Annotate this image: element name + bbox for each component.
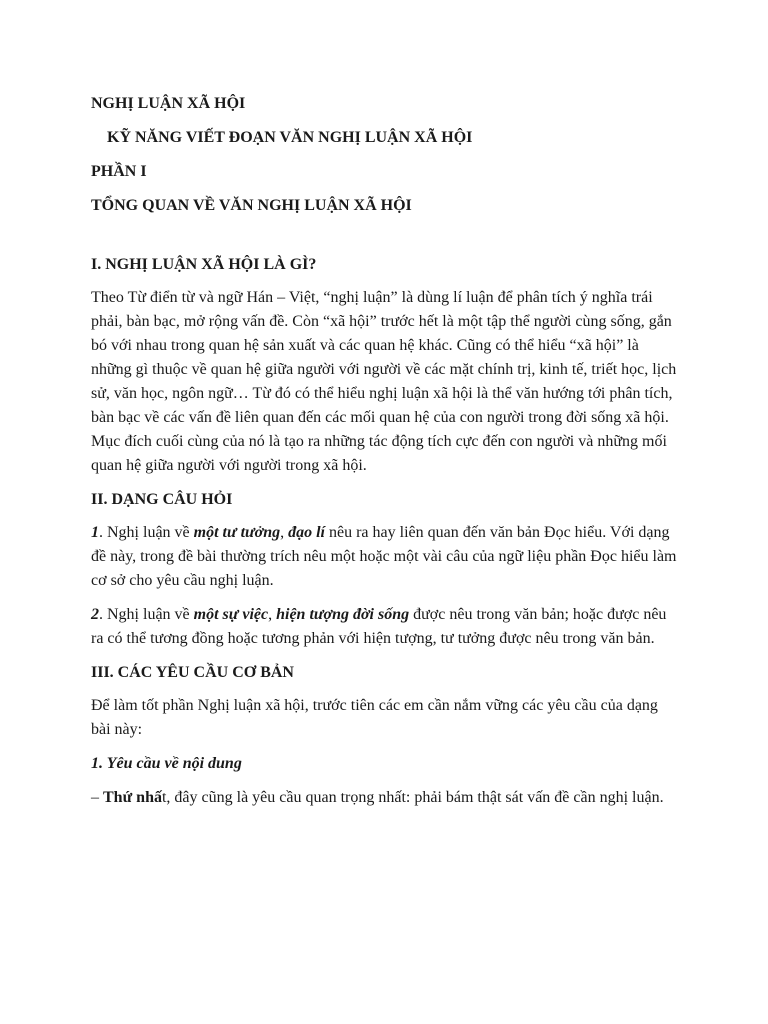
question-type-1 bbox=[91, 521, 681, 593]
document-title: NGHỊ LUẬN XÃ HỘI bbox=[91, 95, 246, 112]
item-text: . Nghị luận về bbox=[99, 606, 194, 623]
point-text: t, đây cũng là yêu cầu quan trọng nhất: phải bám thật sát vấn đề cần nghị luận. bbox=[161, 789, 664, 806]
item-text: , bbox=[280, 524, 289, 541]
item-emphasis: đạo lí bbox=[288, 524, 325, 541]
item-emphasis: một tư tưởng bbox=[193, 524, 281, 541]
part-label: PHẦN I bbox=[91, 163, 147, 180]
section-heading-3: III. CÁC YÊU CẦU CƠ BẢN bbox=[91, 664, 294, 681]
question-type-2 bbox=[91, 603, 681, 651]
dash: – bbox=[91, 789, 103, 806]
item-text: nêu ra hay liên quan đến văn bản Đọc hiểu. Với dạng đề này, trong đề bài thường trích nêu một hoặc một vài câu của ngữ liệu phần Đọc hiểu làm cơ sở cho yêu cầu nghị luận. bbox=[91, 524, 677, 589]
section-1-paragraph: Theo Từ điển từ và ngữ Hán – Việt, “nghị luận” là dùng lí luận để phân tích ý nghĩa trái phải, bàn bạc, mở rộng vấn đề. Còn “xã hội” trước hết là một tập thể người cùng sống, gắn bó với nhau trong quan hệ sản xuất và các quan hệ khác. Cũng có thể hiểu “xã hội” là những gì thuộc về quan hệ giữa người với người về các mặt chính trị, kinh tế, triết học, lịch sử, văn học, ngôn ngữ… Từ đó có thể hiểu nghị luận xã hội là thể văn hướng tới phân tích, bàn bạc về các vấn đề liên quan đến các mối quan hệ của con người trong đời sống xã hội. Mục đích cuối cùng của nó là tạo ra những tác động tích cực đến con người và những mối quan hệ giữa người với người trong xã hội. bbox=[91, 289, 677, 474]
section-heading-2: II. DẠNG CÂU HỎI bbox=[91, 491, 233, 508]
document-subtitle: KỸ NĂNG VIẾT ĐOẠN VĂN NGHỊ LUẬN XÃ HỘI bbox=[107, 129, 473, 146]
part-title: TỔNG QUAN VỀ VĂN NGHỊ LUẬN XÃ HỘI bbox=[91, 197, 412, 214]
item-text: được nêu trong văn bản; hoặc được nêu ra có thể tương đồng hoặc tương phản với hiện tượng, tư tưởng được nêu trong văn bản. bbox=[91, 606, 667, 647]
item-text: . Nghị luận về bbox=[99, 524, 194, 541]
item-emphasis: một sự việc bbox=[193, 606, 269, 623]
section-3-intro: Để làm tốt phần Nghị luận xã hội, trước tiên các em cần nắm vững các yêu cầu của dạng bài này: bbox=[91, 697, 658, 738]
item-number: 1 bbox=[91, 524, 99, 541]
subsection-heading: 1. Yêu cầu về nội dung bbox=[91, 755, 242, 772]
content-requirement-1 bbox=[91, 786, 681, 810]
document-page bbox=[91, 92, 681, 820]
item-number: 2 bbox=[91, 606, 99, 623]
item-emphasis: hiện tượng đời sống bbox=[276, 606, 410, 623]
bold-lead: Thứ nhấ bbox=[103, 789, 162, 806]
item-text: , bbox=[268, 606, 277, 623]
section-heading-1: I. NGHỊ LUẬN XÃ HỘI LÀ GÌ? bbox=[91, 256, 317, 273]
